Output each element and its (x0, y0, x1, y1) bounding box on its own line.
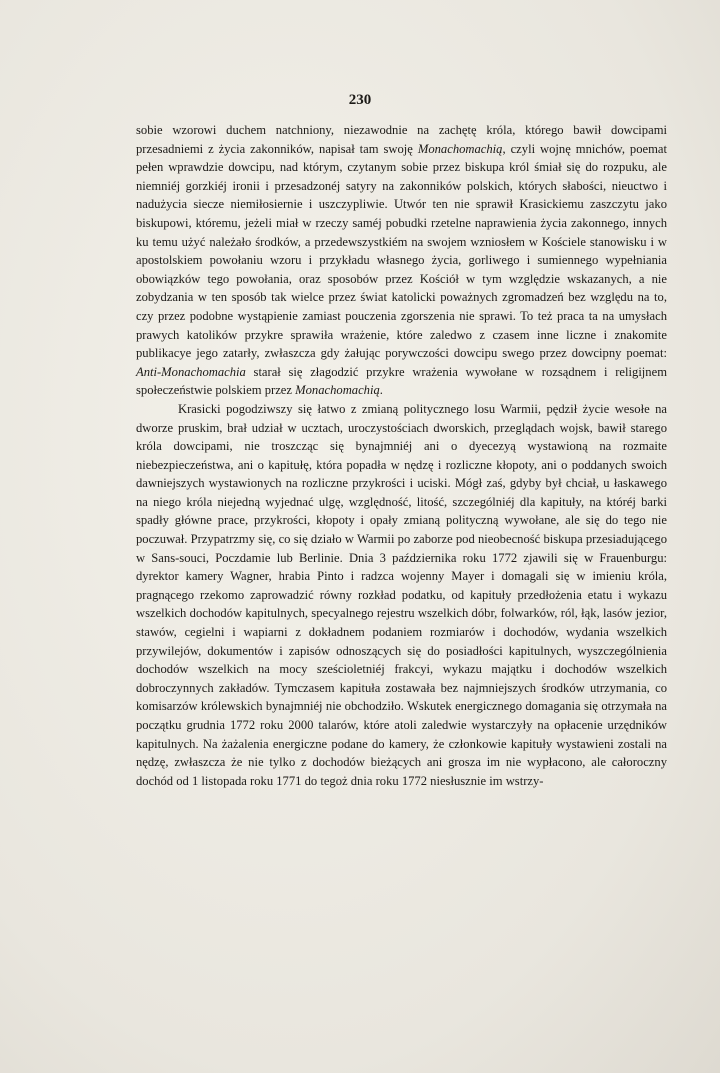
italic-title: Anti-Monachomachia (136, 364, 246, 379)
text-run: Krasicki pogodziwszy się łatwo z zmianą politycznego losu Warmii, pędził życie wesołe na dworze pruskim, brał udział w ucztach, uroczystościach dworskich, przeglądach wojsk, bawił starego króla dowcipami, nie troszcząc się bynajmniéj ani o dyecezyą wystawioną na rozmaite niebezpieczeństwa, ani o kapitułę, która popadła w nędzę i rozliczne kłopoty, ani o poddanych swoich dawniejszych wystawionych na rozliczne przykrości i uciski. Mógł zaś, gdyby był chciał, u łaskawego na niego króla niejedną wyjednać ulgę, względność, litość, szczególniéj dla kapituły, na któréj barki spadły główne prace, przykrości, kłopoty i opały zmianą polityczną wywołane, ale się do tego nie poczuwał. Przypatrzmy się, co się działo w Warmii po zaborze pod nieobecność biskupa przesiadującego w Sans-souci, Poczdamie lub Berlinie. Dnia 3 października roku 1772 zjawili się w Frauenburgu: dyrektor kamery Wagner, hrabia Pinto i radzca wojenny Mayer i domagali się w imieniu króla, pragnącego rzekomo zaprowadzić równy rozkład podatku, od kapituły przedłożenia etatu i wykazu wszelkich dochodów kapitulnych, specyalnego rejestru wszelkich dóbr, folwarków, ról, łąk, lasów jezior, stawów, cegielni i wapiarni z dokładnem podaniem rozmiarów i dochodów, wydania wszelkich przywilejów, dokumentów i zapisów odnoszących się do posiadłości kapitulnych, wyszczególnienia dochodów wszelkich na mocy sześcioletniéj frakcyi, wykazu majątku i dochodów wszelkich dobroczynnych zakładów. Tymczasem kapituła zostawała bez najmniejszych środków utrzymania, co komisarzów królewskich bynajmniéj nie obchodziło. Wskutek energicznego domagania się otrzymała na początku grudnia 1772 roku 2000 talarów, które atoli zaledwie wystarczyły na opłacenie urzędników kapitulnych. Na żażalenia energiczne podane do kamery, że członkowie kapituły wystawieni zostali na nędzę, zwłaszcza że nie tylko z dochodów bieżących ani grosza im nie wypłacono, ale całoroczny dochód od 1 listopada roku 1771 do tegoż dnia roku 1772 niesłusznie im wstrzy- (136, 401, 667, 788)
paragraph (136, 400, 667, 790)
text-run: . (379, 383, 383, 398)
page-number: 230 (348, 92, 372, 108)
italic-title: Monachomachią (417, 141, 503, 156)
text-run: , czyli wojnę mnichów, poemat pełen wprawdzie dowcipu, nad którym, czytanym sobie przez biskupa król śmiał się do rozpuku, ale niemniéj gorzkiéj ironii i przesadzonéj satyry na zakonników polskich, których słabości, nieuctwo i nadużycia siecze niemiłosiernie i uszczypliwie. Utwór ten nie sprawił Krasickiemu zaszczytu jako biskupowi, któremu, jeżeli miał w rzeczy saméj pobudki rzetelne naprawienia życia zakonnego, innych ku temu użyć należało środków, a przedewszystkiém na swojem wzniosłem w Kościele stanowisku i w apostolskiem powołaniu wzoru i przykładu własnego życia, gorliwego i sumiennego wypełniania obowiązków tego powołania, oraz sposobów przez Kościół w tym względzie wskazanych, a nie zobydzania w ten sposób tak wielce przez świat katolicki poważnych zgromadzeń bez względu na to, czy przez podobne wystąpienie zamiast pouczenia zgorszenia nie sprawi. To też praca ta na umysłach prawych katolików przykre sprawiła wrażenie, które zaledwo z czasem inne liczne i znakomite publikacye jego zatarły, zwłaszcza gdy żałując porywczości dowcipu swego przez dowcipny poemat: (136, 141, 667, 361)
body-text (136, 121, 667, 790)
text-run: sobie wzorowi duchem natchniony, niezawodnie na zachętę króla, którego bawił dowcipami przesadniemi z życia zakonników, napisał tam swoję (136, 123, 667, 156)
italic-title: Monachomachią (295, 383, 380, 398)
paragraph (136, 121, 667, 400)
text-run: starał się złagodzić przykre wrażenia wywołane w rozsądnem i religijnem społeczeństwie polskiem przez (136, 364, 667, 398)
